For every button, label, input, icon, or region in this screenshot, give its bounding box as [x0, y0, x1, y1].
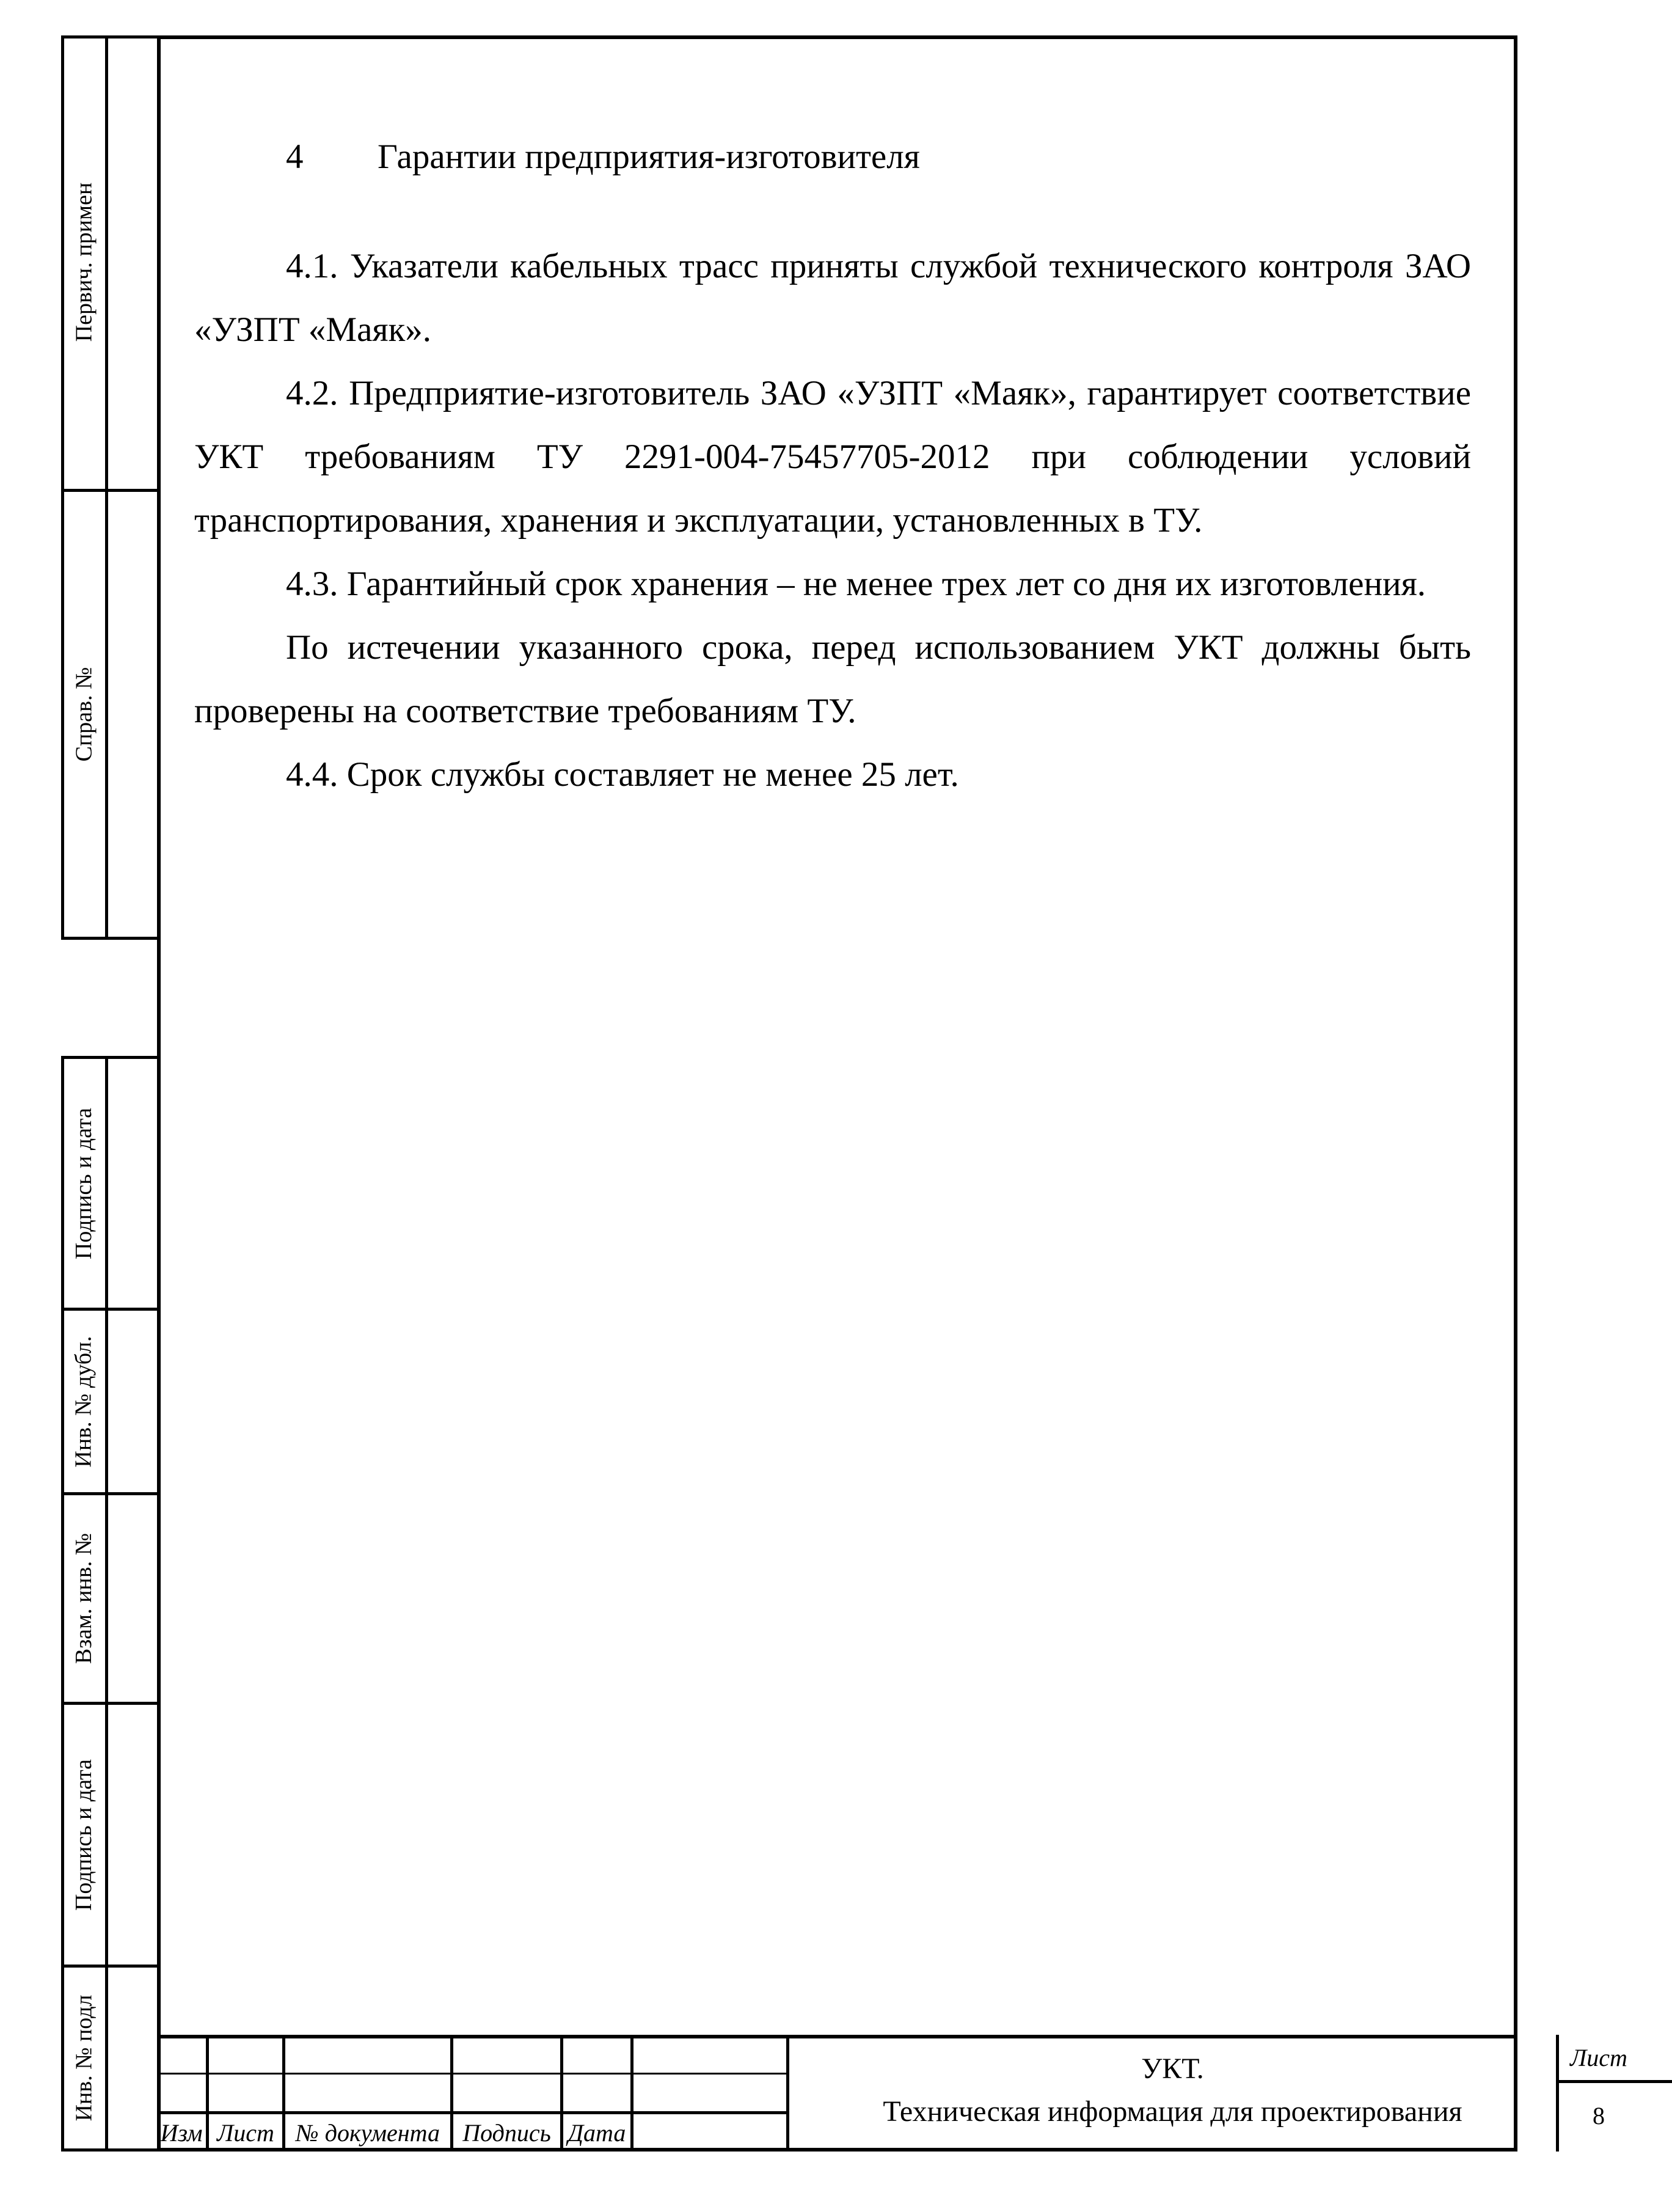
col-izm-label: Изм	[160, 2119, 203, 2147]
sheet-number: 8	[1593, 2101, 1605, 2130]
stamp-label-podpis-data-2: Подпись и дата	[71, 1759, 97, 1911]
paragraph-expiry-check: По истечении указанного срока, перед использованием УКТ должны быть проверены на соответствие требованиям ТУ.	[194, 628, 1471, 730]
document-body	[194, 125, 1471, 807]
stamp-label-vzam-inv: Взам. инв. №	[71, 1533, 97, 1664]
col-data-label: Дата	[568, 2119, 626, 2147]
title-block	[157, 2035, 1627, 2152]
section-number: 4	[286, 137, 304, 176]
stamp-label-sprav-no: Справ. №	[71, 667, 97, 762]
paragraph-4-3: 4.3. Гарантийный срок хранения – не менее трех лет со дня их изготовления.	[286, 565, 1426, 603]
section-title: Гарантии предприятия-изготовителя	[378, 137, 920, 176]
sheet-label: Лист	[1570, 2043, 1627, 2071]
paragraph-4-4: 4.4. Срок службы составляет не менее 25 лет.	[286, 755, 959, 794]
col-doc-label: № документа	[296, 2119, 440, 2147]
col-list-label: Лист	[217, 2119, 274, 2147]
paragraph-4-1: 4.1. Указатели кабельных трасс приняты службой технического контроля ЗАО «УЗПТ «Маяк».	[194, 247, 1471, 349]
col-podpis-label: Подпись	[462, 2119, 551, 2147]
stamp-label-perv-primen: Первич. примен	[71, 182, 97, 342]
paragraph-4-2: 4.2. Предприятие-изготовитель ЗАО «УЗПТ «Маяк», гарантирует соответствие УКТ требованиям ТУ 2291-004-75457705-2012 при соблюдении условий транспортирования, хранения и эксплуатации, установленных в ТУ.	[194, 374, 1471, 540]
doc-name: Техническая информация для проектирования	[883, 2095, 1462, 2128]
stamp-label-podpis-data-1: Подпись и дата	[71, 1107, 97, 1259]
section-heading	[194, 125, 1471, 189]
doc-code: УКТ.	[1141, 2053, 1204, 2085]
stamp-label-inv-podl: Инв. № подл	[71, 1994, 97, 2122]
stamp-label-inv-dubl: Инв. № дубл.	[71, 1335, 97, 1468]
